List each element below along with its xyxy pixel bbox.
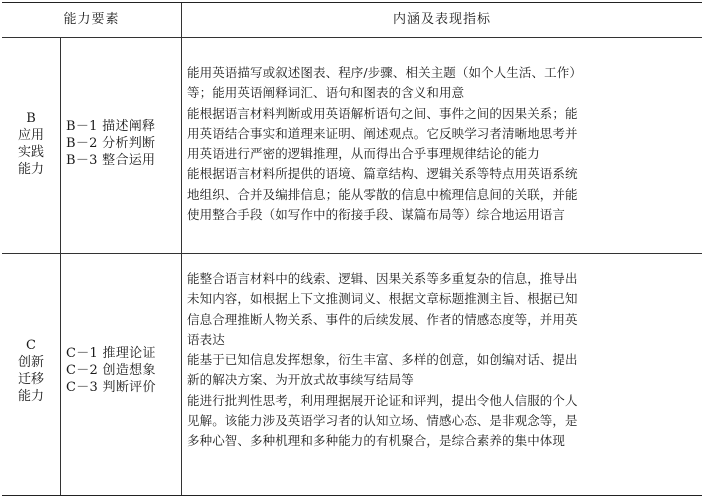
- ability-table: [2, 2, 702, 496]
- category-code: B: [26, 111, 36, 126]
- sub-items: [66, 345, 181, 396]
- description-cell: [187, 63, 692, 225]
- category-label: 创新: [17, 355, 44, 370]
- category-label: 能力: [17, 389, 44, 404]
- category-label: 实践: [17, 145, 44, 160]
- description-cell: [187, 269, 692, 452]
- category-label: 应用: [17, 128, 44, 143]
- description-line: 能用英语描写或叙述图表、程序/步骤、相关主题（如个人生活、工作）: [187, 65, 582, 80]
- category-code: C: [26, 338, 36, 353]
- column-divider: [60, 37, 61, 495]
- description-line: 能根据语言材料判断或用英语解析语句之间、事件之间的因果关系；能: [187, 105, 578, 121]
- description-line: 新的解决方案、为开放式故事续写结局等: [187, 372, 414, 388]
- header-ability: 能力要素: [63, 12, 120, 27]
- description-line: 信息合理推断人物关系、事件的后续发展、作者的情感态度等，并用英: [187, 311, 578, 327]
- header-content: 内涵及表现指标: [392, 12, 491, 27]
- sub-items: [66, 118, 181, 169]
- description-line: 见解。该能力涉及英语学习者的认知立场、情感心态、是非观念等，是: [187, 413, 578, 429]
- description-line: 能根据语言材料所提供的语境、篇章结构、逻辑关系等特点用英语系统: [187, 166, 578, 182]
- description-line: 能整合语言材料中的线索、逻辑、因果关系等多重复杂的信息，推导出: [187, 271, 578, 286]
- description-line: 能基于已知信息发挥想象，衍生丰富、多样的创意，如创编对话、提出: [187, 352, 578, 368]
- description-line: 多种心智、多种机理和多种能力的有机聚合，是综合素养的集中体现: [187, 433, 566, 449]
- sub-item: B－3 整合运用: [66, 153, 156, 168]
- sub-item: C－2 创造想象: [66, 363, 156, 378]
- category-label: 能力: [17, 162, 44, 177]
- category-cell: [2, 337, 60, 405]
- sub-item: B－2 分析判断: [66, 136, 156, 151]
- description-line: 地组织、合并及编排信息；能从零散的信息中梳理信息间的关联，并能: [187, 186, 578, 202]
- description-line: 等；能用英语阐释词汇、语句和图表的含义和用意: [187, 85, 465, 101]
- description-line: 语表达: [187, 331, 225, 347]
- sub-item: B－1 描述阐释: [66, 119, 156, 134]
- description-line: 用英语结合事实和道理来证明、阐述观点。它反映学习者清晰地思考并: [187, 125, 578, 141]
- row-divider: [2, 253, 702, 254]
- sub-item: C－3 判断评价: [66, 380, 156, 395]
- category-cell: [2, 110, 60, 178]
- column-divider: [181, 3, 182, 495]
- description-line: 能进行批判性思考，利用理据展开论证和评判，提出令他人信服的个人: [187, 392, 578, 408]
- description-line: 未知内容，如根据上下文推测词义、根据文章标题推测主旨、根据已知: [187, 291, 578, 307]
- description-line: 用英语进行严密的逻辑推理，从而得出合乎事理规律结论的能力: [187, 146, 540, 162]
- header-divider: [2, 37, 702, 38]
- category-label: 迁移: [17, 372, 44, 387]
- sub-item: C－1 推理论证: [66, 346, 156, 361]
- description-line: 使用整合手段（如写作中的衔接手段、谋篇布局等）综合地运用语言: [187, 207, 566, 223]
